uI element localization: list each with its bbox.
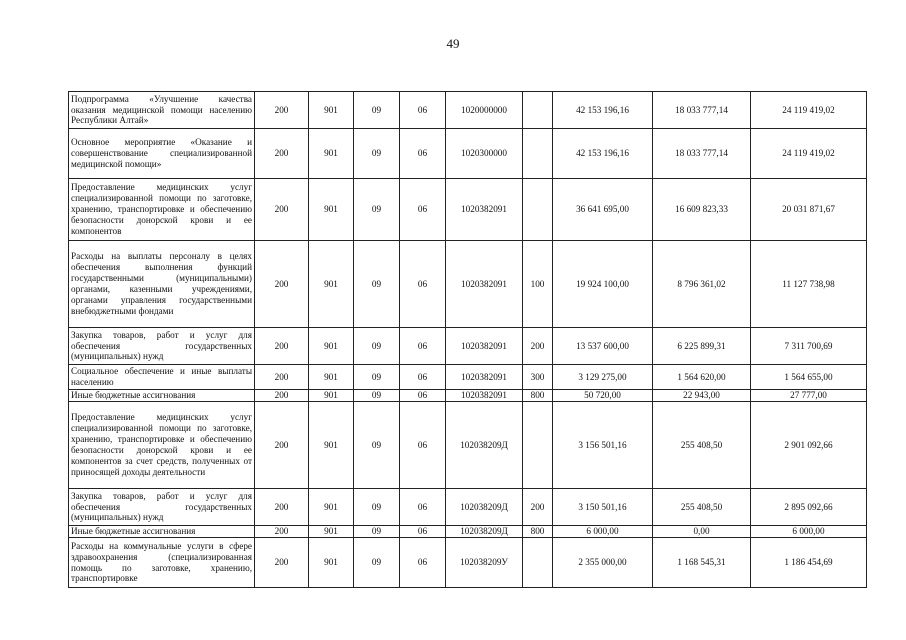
col-section: 09 [354, 489, 400, 526]
row-name: Социальное обеспечение и иные выплаты населению [69, 365, 255, 390]
table-row [69, 526, 867, 538]
col-amount-executed: 18 033 777,14 [653, 92, 751, 129]
col-target-article: 1020382091 [446, 179, 523, 241]
col-amount-executed: 6 225 899,31 [653, 328, 751, 365]
col-target-article: 102038209Д [446, 489, 523, 526]
row-name: Подпрограмма «Улучшение качества оказания медицинской помощи населению Республики Алтай» [69, 92, 255, 129]
col-expense-type [523, 92, 553, 129]
col-expense-type: 800 [523, 526, 553, 538]
col-code-200: 200 [255, 92, 309, 129]
col-ministry: 901 [309, 538, 354, 588]
col-amount-executed: 255 408,50 [653, 402, 751, 489]
col-subsection: 06 [400, 179, 446, 241]
col-amount-executed: 18 033 777,14 [653, 129, 751, 179]
col-expense-type: 300 [523, 365, 553, 390]
table-row [69, 92, 867, 129]
table-row [69, 390, 867, 402]
col-target-article: 1020382091 [446, 241, 523, 328]
col-expense-type: 200 [523, 489, 553, 526]
row-name: Предоставление медицинских услуг специализированной помощи по заготовке, хранению, транспортировке и обеспечению безопасности донорской крови и ее компонентов за счет средств, полученных от приносящей доходы деятельности [69, 402, 255, 489]
col-code-200: 200 [255, 129, 309, 179]
col-amount-executed: 16 609 823,33 [653, 179, 751, 241]
col-section: 09 [354, 526, 400, 538]
col-subsection: 06 [400, 328, 446, 365]
col-ministry: 901 [309, 328, 354, 365]
row-name: Расходы на коммунальные услуги в сфере здравоохранения (специализированная помощь по заготовке, хранению, транспортировке [69, 538, 255, 588]
table-row [69, 538, 867, 588]
col-section: 09 [354, 390, 400, 402]
table-row [69, 129, 867, 179]
col-amount-remaining: 1 564 655,00 [751, 365, 867, 390]
col-amount-plan: 13 537 600,00 [553, 328, 653, 365]
budget-table [68, 91, 867, 588]
col-amount-plan: 2 355 000,00 [553, 538, 653, 588]
col-target-article: 1020382091 [446, 328, 523, 365]
col-amount-plan: 3 156 501,16 [553, 402, 653, 489]
col-section: 09 [354, 402, 400, 489]
table-row [69, 241, 867, 328]
col-amount-plan: 50 720,00 [553, 390, 653, 402]
col-expense-type: 200 [523, 328, 553, 365]
col-amount-remaining: 27 777,00 [751, 390, 867, 402]
col-section: 09 [354, 328, 400, 365]
col-subsection: 06 [400, 241, 446, 328]
col-ministry: 901 [309, 489, 354, 526]
col-amount-executed: 1 564 620,00 [653, 365, 751, 390]
col-section: 09 [354, 129, 400, 179]
col-expense-type [523, 179, 553, 241]
col-expense-type: 800 [523, 390, 553, 402]
col-amount-remaining: 24 119 419,02 [751, 129, 867, 179]
col-amount-plan: 42 153 196,16 [553, 92, 653, 129]
col-subsection: 06 [400, 390, 446, 402]
col-ministry: 901 [309, 241, 354, 328]
row-name: Иные бюджетные ассигнования [69, 390, 255, 402]
col-amount-plan: 19 924 100,00 [553, 241, 653, 328]
col-code-200: 200 [255, 179, 309, 241]
col-expense-type [523, 538, 553, 588]
col-ministry: 901 [309, 526, 354, 538]
col-amount-plan: 36 641 695,00 [553, 179, 653, 241]
col-expense-type [523, 129, 553, 179]
col-amount-remaining: 7 311 700,69 [751, 328, 867, 365]
col-code-200: 200 [255, 402, 309, 489]
row-name: Предоставление медицинских услуг специализированной помощи по заготовке, хранению, транспортировке и обеспечению безопасности донорской крови и ее компонентов [69, 179, 255, 241]
col-expense-type [523, 402, 553, 489]
col-amount-plan: 42 153 196,16 [553, 129, 653, 179]
col-subsection: 06 [400, 526, 446, 538]
row-name: Закупка товаров, работ и услуг для обеспечения государственных (муниципальных) нужд [69, 489, 255, 526]
col-amount-executed: 0,00 [653, 526, 751, 538]
col-amount-remaining: 11 127 738,98 [751, 241, 867, 328]
col-ministry: 901 [309, 402, 354, 489]
col-subsection: 06 [400, 129, 446, 179]
col-target-article: 102038209Д [446, 402, 523, 489]
col-section: 09 [354, 179, 400, 241]
col-amount-remaining: 20 031 871,67 [751, 179, 867, 241]
col-subsection: 06 [400, 489, 446, 526]
col-ministry: 901 [309, 365, 354, 390]
col-amount-remaining: 24 119 419,02 [751, 92, 867, 129]
col-section: 09 [354, 538, 400, 588]
col-code-200: 200 [255, 390, 309, 402]
col-target-article: 102038209Д [446, 526, 523, 538]
col-amount-remaining: 2 901 092,66 [751, 402, 867, 489]
col-subsection: 06 [400, 365, 446, 390]
col-amount-plan: 6 000,00 [553, 526, 653, 538]
col-amount-plan: 3 150 501,16 [553, 489, 653, 526]
col-code-200: 200 [255, 489, 309, 526]
col-ministry: 901 [309, 390, 354, 402]
col-subsection: 06 [400, 538, 446, 588]
col-subsection: 06 [400, 92, 446, 129]
table-row [69, 328, 867, 365]
col-amount-executed: 8 796 361,02 [653, 241, 751, 328]
row-name: Основное мероприятие «Оказание и совершенствование специализированной медицинской помощи» [69, 129, 255, 179]
col-target-article: 1020000000 [446, 92, 523, 129]
col-amount-plan: 3 129 275,00 [553, 365, 653, 390]
col-ministry: 901 [309, 129, 354, 179]
col-target-article: 1020382091 [446, 365, 523, 390]
col-code-200: 200 [255, 365, 309, 390]
table-row [69, 179, 867, 241]
col-amount-executed: 1 168 545,31 [653, 538, 751, 588]
col-amount-remaining: 6 000,00 [751, 526, 867, 538]
col-ministry: 901 [309, 179, 354, 241]
col-target-article: 102038209У [446, 538, 523, 588]
col-code-200: 200 [255, 526, 309, 538]
col-amount-remaining: 1 186 454,69 [751, 538, 867, 588]
table-row [69, 365, 867, 390]
col-code-200: 200 [255, 538, 309, 588]
table-row [69, 402, 867, 489]
col-target-article: 1020300000 [446, 129, 523, 179]
row-name: Расходы на выплаты персоналу в целях обеспечения выполнения функций государственными (муниципальными) органами, казенными учреждениями, органами управления государственными внебюджетными фондами [69, 241, 255, 328]
col-ministry: 901 [309, 92, 354, 129]
page-number: 49 [446, 36, 460, 51]
col-expense-type: 100 [523, 241, 553, 328]
col-section: 09 [354, 92, 400, 129]
row-name: Закупка товаров, работ и услуг для обеспечения государственных (муниципальных) нужд [69, 328, 255, 365]
table-row [69, 489, 867, 526]
col-code-200: 200 [255, 241, 309, 328]
col-amount-executed: 255 408,50 [653, 489, 751, 526]
col-amount-remaining: 2 895 092,66 [751, 489, 867, 526]
row-name: Иные бюджетные ассигнования [69, 526, 255, 538]
col-section: 09 [354, 365, 400, 390]
col-section: 09 [354, 241, 400, 328]
col-subsection: 06 [400, 402, 446, 489]
col-target-article: 1020382091 [446, 390, 523, 402]
col-amount-executed: 22 943,00 [653, 390, 751, 402]
col-code-200: 200 [255, 328, 309, 365]
